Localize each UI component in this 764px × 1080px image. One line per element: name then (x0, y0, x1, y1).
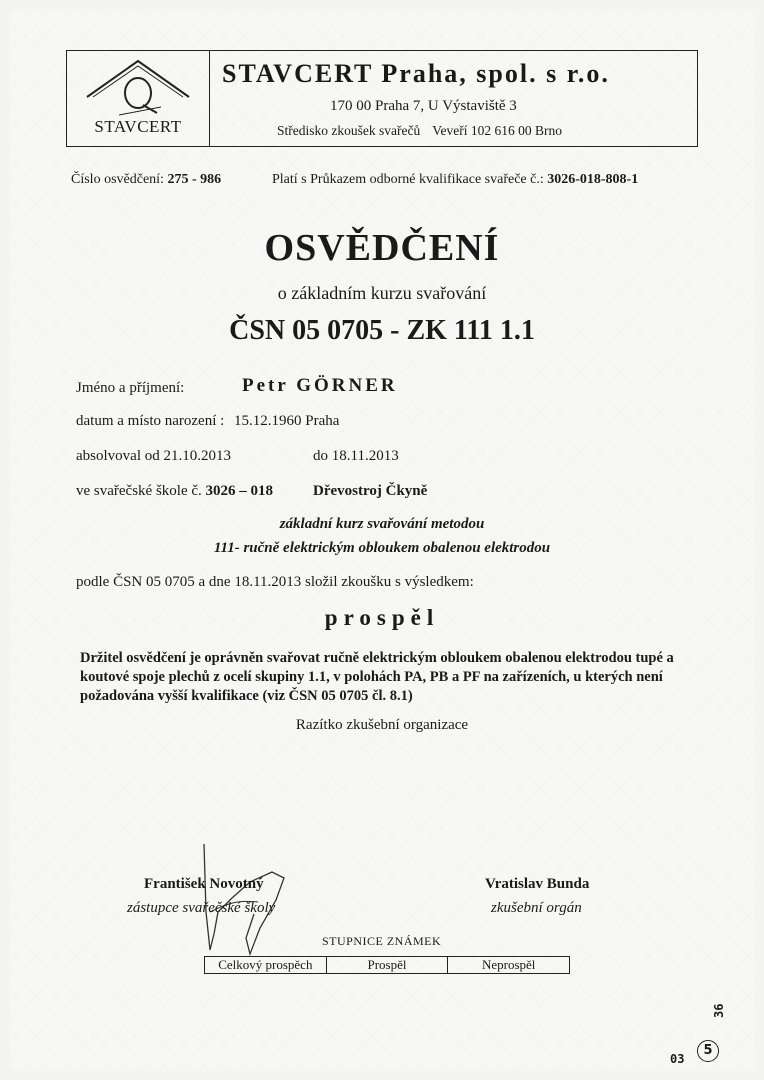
logo-text: STAVCERT (94, 117, 182, 136)
birth-value: 15.12.1960 Praha (234, 413, 340, 429)
right-signatory-role: zkušební orgán (491, 900, 582, 916)
grade-scale-title: STUPNICE ZNÁMEK (322, 934, 442, 948)
grade-scale-overall: Celkový prospěch (205, 957, 327, 973)
to-label: do (313, 448, 328, 464)
name-label: Jméno a příjmení: (76, 380, 185, 396)
holder-authorization-text: Držitel osvědčení je oprávněn svařovat ručně elektrickým obloukem obalenou elektrodou tupé a koutové spoje plechů z ocelí skupiny 1.1, v polohách PA, PB a PF na zařízeních, u kterých není požadována vyšší kvalifikace (viz ČSN 05 0705 čl. 8.1) (80, 650, 674, 704)
valid-with-line (272, 172, 638, 188)
header-box (66, 50, 698, 147)
exam-result: prospěl (324, 605, 440, 630)
birth-label: datum a místo narození : (76, 413, 225, 429)
from-line (76, 448, 231, 465)
company-address: 170 00 Praha 7, U Výstaviště 3 (330, 98, 517, 114)
left-signatory-role: zástupce svařečské školy (127, 900, 276, 916)
valid-with-number: 3026-018-808-1 (547, 172, 639, 187)
left-signatory-name: František Novotný (144, 876, 264, 892)
corner-mark-right: 36 (712, 1003, 726, 1018)
valid-with-label: Platí s Průkazem odborné kvalifikace svařeče č.: (272, 172, 544, 187)
certificate-number-label: Číslo osvědčení: (71, 172, 164, 187)
right-signatory-name: Vratislav Bunda (485, 876, 590, 892)
from-label: absolvoval od (76, 448, 160, 464)
grade-scale-failed: Neprospěl (481, 957, 536, 972)
stamp-label: Razítko zkušební organizace (295, 717, 469, 733)
exam-text: podle ČSN 05 0705 a dne 18.11.2013 složil zkoušku s výsledkem: (76, 574, 474, 590)
corner-mark-circle: 5 (697, 1040, 719, 1062)
corner-mark-left: 03 (670, 1052, 685, 1066)
grade-scale-table (204, 956, 570, 974)
test-center-name: Středisko zkoušek svařečů (277, 123, 421, 138)
test-center (277, 123, 562, 139)
to-line (313, 448, 399, 465)
birth-line (76, 413, 339, 430)
person-name: Petr GÖRNER (242, 375, 398, 396)
grade-scale-passed: Prospěl (327, 957, 449, 973)
to-date: 18.11.2013 (331, 448, 399, 464)
school-label: ve svařečské škole č. (76, 483, 202, 499)
course-line-2: 111- ručně elektrickým obloukem obalenou elektrodou (213, 540, 551, 556)
certificate-norm: ČSN 05 0705 - ZK 111 1.1 (229, 315, 535, 346)
certificate-number-line (71, 172, 221, 188)
certificate-title: OSVĚDČENÍ (264, 227, 500, 269)
from-date: 21.10.2013 (163, 448, 231, 464)
certificate-number: 275 - 986 (167, 172, 222, 187)
certificate-subtitle: o základním kurzu svařování (277, 283, 487, 303)
stavcert-logo-icon (83, 57, 193, 117)
logo-cell (67, 51, 210, 146)
school-name: Dřevostroj Čkyně (313, 483, 428, 499)
course-line-1: základní kurz svařování metodou (279, 516, 485, 532)
test-center-address: Veveří 102 616 00 Brno (432, 123, 562, 138)
school-line (76, 483, 273, 500)
company-name: STAVCERT Praha, spol. s r.o. (222, 59, 610, 88)
school-number: 3026 – 018 (205, 483, 274, 499)
